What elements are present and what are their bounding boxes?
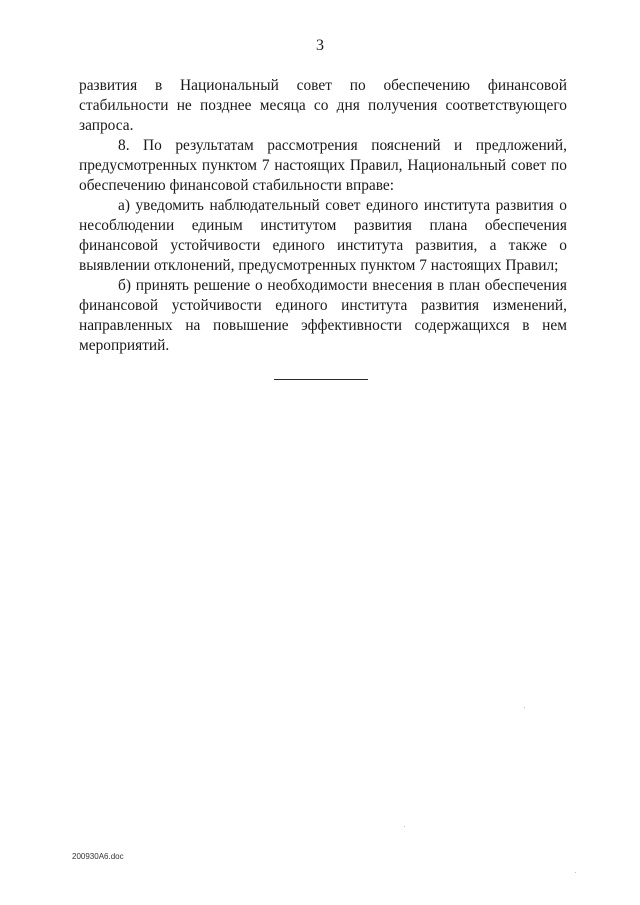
document-body xyxy=(79,76,567,356)
paragraph-continuation: развития в Национальный совет по обеспечению финансовой стабильности не позднее месяца со дня получения соответствующего запроса. xyxy=(79,77,567,134)
subparagraph-a: а) уведомить наблюдательный совет единого института развития о несоблюдении единым институтом развития плана обеспечения финансовой устойчивости единого института развития, а также о выявлении отклонений, предусмотренных пунктом 7 настоящих Правил; xyxy=(79,197,567,274)
scan-speck xyxy=(524,707,525,708)
page-number: 3 xyxy=(316,37,324,54)
end-separator-line xyxy=(274,379,368,380)
subparagraph-b: б) принять решение о необходимости внесения в план обеспечения финансовой устойчивости единого института развития изменений, направленных на повышение эффективности содержащихся в нем мероприятий. xyxy=(79,277,567,354)
scan-speck xyxy=(575,872,576,873)
scan-speck xyxy=(404,826,405,827)
footer-doc-code: 200930A6.doc xyxy=(72,852,124,861)
paragraph-item-8: 8. По результатам рассмотрения пояснений и предложений, предусмотренных пунктом 7 настоящих Правил, Национальный совет по обеспечению финансовой стабильности вправе: xyxy=(79,137,567,194)
